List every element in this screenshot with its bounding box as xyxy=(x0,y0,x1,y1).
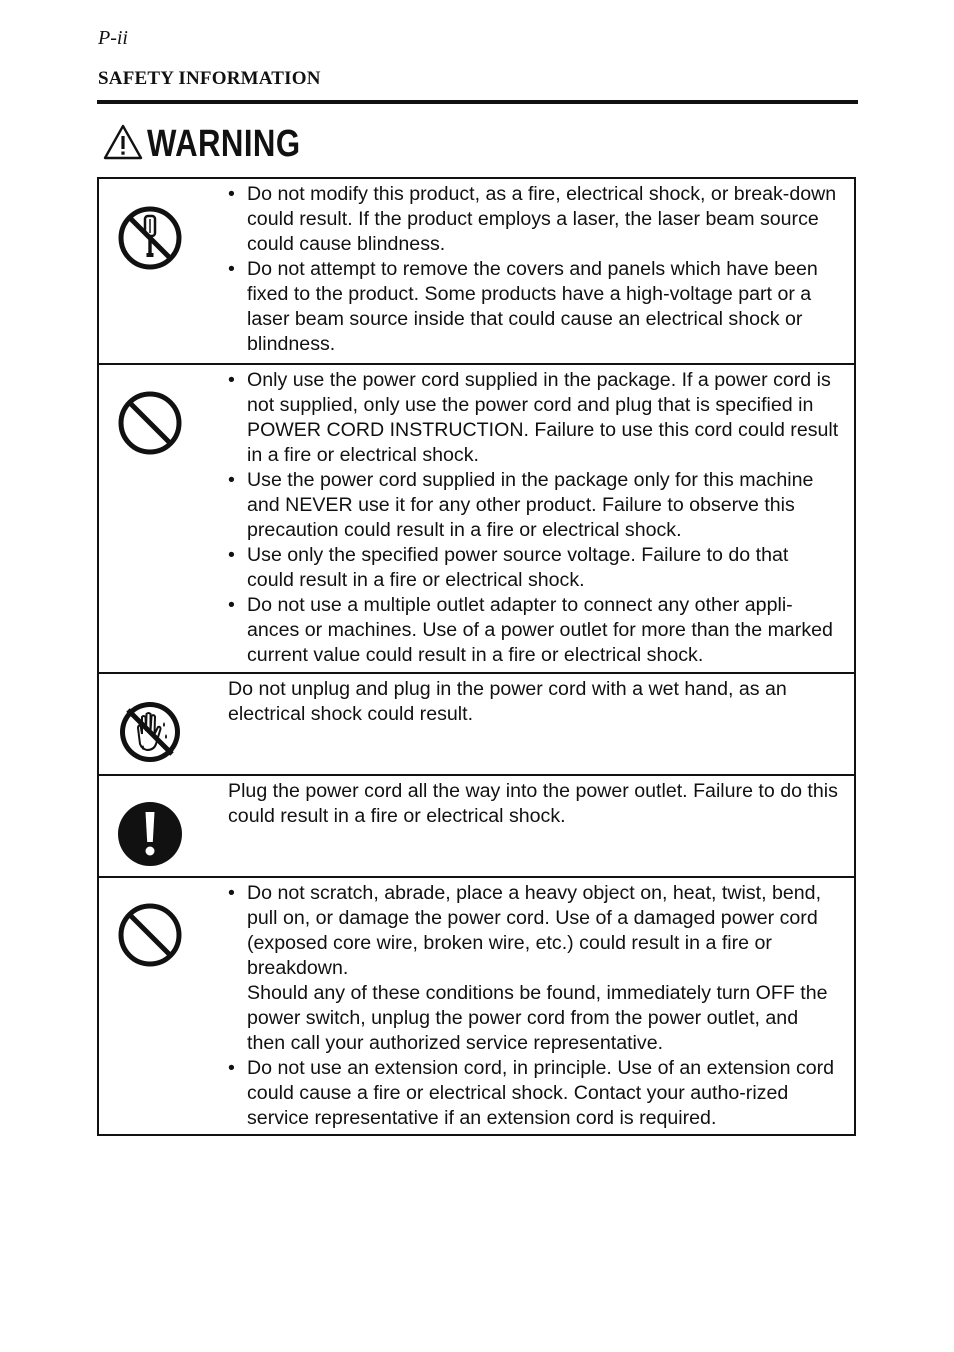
warning-row xyxy=(99,876,854,1134)
warning-triangle-icon xyxy=(103,124,143,165)
warning-row xyxy=(99,774,854,876)
warning-text: Plug the power cord all the way into the power outlet. Failure to do this could result in a fire or electrical shock. xyxy=(228,780,838,827)
row-text xyxy=(228,182,840,357)
no-wet-hands-icon xyxy=(116,698,184,766)
warning-text: Do not unplug and plug in the power cord with a wet hand, as an electrical shock could result. xyxy=(228,678,787,725)
warning-row xyxy=(99,179,854,363)
row-text xyxy=(228,368,840,668)
mandatory-exclamation-icon xyxy=(116,800,184,868)
warning-item: • Only use the power cord supplied in the package. If a power cord is not supplied, only use the power cord and plug that is specified in POWER CORD INSTRUCTION. Failure to use this cord could result in a fire or electrical shock. xyxy=(228,368,840,468)
warning-item-text: Do not scratch, abrade, place a heavy object on, heat, twist, bend, pull on, or damage the power cord. Use of a damaged power cord (exposed core wire, broken wire, etc.) could result in a fire or breakdown. xyxy=(247,882,822,979)
row-text xyxy=(228,881,840,1131)
page-number: P-ii xyxy=(98,27,128,49)
warning-item-continuation: Should any of these conditions be found, immediately turn OFF the power switch, unplug the power cord from the power outlet, and then call your authorized service representative. xyxy=(247,982,828,1054)
prohibition-icon xyxy=(116,389,184,457)
prohibition-icon xyxy=(116,901,184,969)
warning-title: WARNING xyxy=(147,122,301,165)
warning-table xyxy=(97,177,856,1136)
warning-item: • Use the power cord supplied in the package only for this machine and NEVER use it for any other product. Failure to observe this precaution could result in a fire or electrical shock. xyxy=(228,468,840,543)
warning-item: • Do not attempt to remove the covers and panels which have been fixed to the product. Some products have a high-voltage part or a laser beam source inside that could cause an electrical shock or blindness. xyxy=(228,257,840,357)
warning-heading xyxy=(103,122,334,166)
warning-item: • Do not use a multiple outlet adapter to connect any other appli-ances or machines. Use of a power outlet for more than the marked current value could result in a fire or electrical shock. xyxy=(228,593,840,668)
warning-row xyxy=(99,363,854,672)
warning-item: • Do not modify this product, as a fire, electrical shock, or break-down could result. If the product employs a laser, the laser beam source could cause blindness. xyxy=(228,182,840,257)
row-text xyxy=(228,779,840,829)
warning-item xyxy=(228,881,840,1056)
row-text xyxy=(228,677,840,727)
warning-item: • Use only the specified power source voltage. Failure to do that could result in a fire or electrical shock. xyxy=(228,543,840,593)
section-title: SAFETY INFORMATION xyxy=(98,68,321,89)
header-rule xyxy=(97,100,858,104)
warning-item: • Do not use an extension cord, in principle. Use of an extension cord could cause a fire or electrical shock. Contact your autho-rized service representative if an extension cord is required. xyxy=(228,1056,840,1131)
no-disassembly-icon xyxy=(116,204,184,272)
warning-row xyxy=(99,672,854,774)
